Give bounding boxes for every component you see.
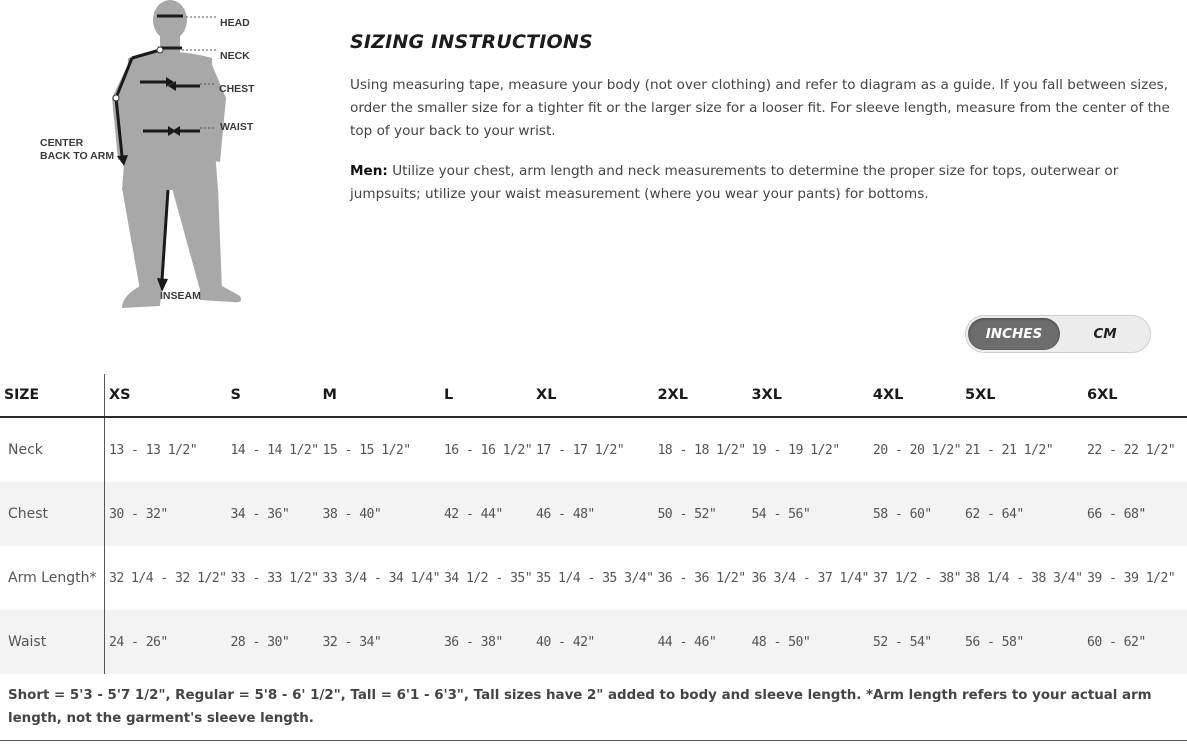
- size-footnote: Short = 5'3 - 5'7 1/2", Regular = 5'8 - 6' 1/2", Tall = 6'1 - 6'3", Tall sizes have 2" added to body and sleeve length. *Arm length refers to your actual arm length, not the garment's sleeve length.: [8, 688, 1152, 726]
- table-cell: 33 3/4 - 34 1/4": [322, 570, 440, 586]
- table-cell: 54 - 56": [747, 482, 868, 546]
- table-cell: 32 1/4 - 32 1/2": [109, 570, 227, 586]
- table-header-row: [0, 374, 1187, 417]
- table-cell: 34 - 36": [226, 482, 318, 546]
- table-cell: 14 - 14 1/2": [230, 442, 319, 458]
- size-header: SIZE: [0, 374, 105, 417]
- table-row: [0, 482, 1187, 546]
- row-label-neck: Neck: [0, 417, 105, 482]
- center-back-to-arm-label: CENTER BACK TO ARM: [40, 137, 115, 162]
- table-cell: 24 - 26": [105, 610, 227, 674]
- head-label: HEAD: [220, 17, 250, 29]
- table-cell: 15 - 15 1/2": [322, 442, 411, 458]
- waist-label: WAIST: [220, 121, 254, 133]
- size-column-header: 6XL: [1083, 374, 1187, 417]
- table-cell: 44 - 46": [653, 610, 747, 674]
- table-cell: 56 - 58": [961, 610, 1083, 674]
- table-row: [0, 546, 1187, 610]
- neck-label: NECK: [220, 50, 250, 62]
- table-cell: 13 - 13 1/2": [109, 442, 198, 458]
- men-text: Utilize your chest, arm length and neck measurements to determine the proper size for tops, outerwear or jumpsuits; utilize your waist measurement (where you wear your pants) for bottoms.: [350, 163, 1119, 202]
- chest-label: CHEST: [219, 83, 255, 95]
- unit-option-cm[interactable]: CM: [1093, 326, 1117, 342]
- table-cell: 36 - 38": [440, 610, 532, 674]
- table-cell: 17 - 17 1/2": [536, 442, 625, 458]
- table-cell: 21 - 21 1/2": [964, 442, 1054, 458]
- size-column-header: L: [440, 374, 532, 417]
- table-cell: 50 - 52": [653, 482, 747, 546]
- sizing-instructions-title: SIZING INSTRUCTIONS: [350, 31, 593, 53]
- size-column-header: 3XL: [747, 374, 868, 417]
- sizing-instructions-paragraph: Using measuring tape, measure your body (not over clothing) and refer to diagram as a guide. If you fall between sizes, order the smaller size for a tighter fit or the larger size for a looser fit. For sleeve length, measure from the center of the top of your back to your wrist.: [350, 77, 1170, 139]
- size-column-header: XL: [532, 374, 653, 417]
- unit-toggle[interactable]: [965, 315, 1151, 353]
- men-label: Men:: [350, 163, 388, 179]
- unit-option-inches[interactable]: INCHES: [968, 318, 1060, 350]
- measurement-figure: [0, 0, 330, 320]
- size-column-header: 5XL: [961, 374, 1083, 417]
- table-cell: 22 - 22 1/2": [1086, 442, 1176, 458]
- table-cell: 35 1/4 - 35 3/4": [536, 570, 654, 586]
- table-cell: 16 - 16 1/2": [443, 442, 533, 458]
- table-cell: 32 - 34": [319, 610, 440, 674]
- table-cell: 19 - 19 1/2": [751, 442, 840, 458]
- table-cell: 66 - 68": [1083, 482, 1187, 546]
- table-cell: 20 - 20 1/2": [872, 442, 961, 458]
- table-cell: 46 - 48": [532, 482, 653, 546]
- table-cell: 39 - 39 1/2": [1086, 570, 1176, 586]
- table-cell: 42 - 44": [440, 482, 532, 546]
- table-cell: 38 1/4 - 38 3/4": [964, 570, 1083, 586]
- row-label-waist: Waist: [0, 610, 105, 674]
- size-chart-table: [0, 374, 1187, 674]
- table-cell: 62 - 64": [961, 482, 1083, 546]
- table-cell: 37 1/2 - 38": [872, 570, 961, 586]
- table-cell: 28 - 30": [226, 610, 318, 674]
- inseam-label: INSEAM: [160, 290, 201, 302]
- table-cell: 58 - 60": [869, 482, 961, 546]
- table-cell: 48 - 50": [747, 610, 868, 674]
- row-label-arm-length: Arm Length*: [0, 546, 105, 610]
- table-cell: 36 - 36 1/2": [657, 570, 746, 586]
- table-row: [0, 417, 1187, 482]
- table-cell: 18 - 18 1/2": [657, 442, 746, 458]
- row-label-chest: Chest: [0, 482, 105, 546]
- table-row: [0, 610, 1187, 674]
- table-cell: 40 - 42": [532, 610, 653, 674]
- table-cell: 36 3/4 - 37 1/4": [751, 570, 869, 586]
- table-cell: 60 - 62": [1083, 610, 1187, 674]
- size-column-header: S: [226, 374, 318, 417]
- table-cell: 33 - 33 1/2": [230, 570, 319, 586]
- size-column-header: 4XL: [869, 374, 961, 417]
- men-instructions: [350, 160, 1175, 206]
- bottom-divider: [0, 740, 1187, 741]
- size-column-header: M: [319, 374, 440, 417]
- table-cell: 38 - 40": [319, 482, 440, 546]
- table-cell: 52 - 54": [869, 610, 961, 674]
- size-column-header: XS: [105, 374, 227, 417]
- table-cell: 30 - 32": [105, 482, 227, 546]
- size-column-header: 2XL: [653, 374, 747, 417]
- table-cell: 34 1/2 - 35": [443, 570, 533, 586]
